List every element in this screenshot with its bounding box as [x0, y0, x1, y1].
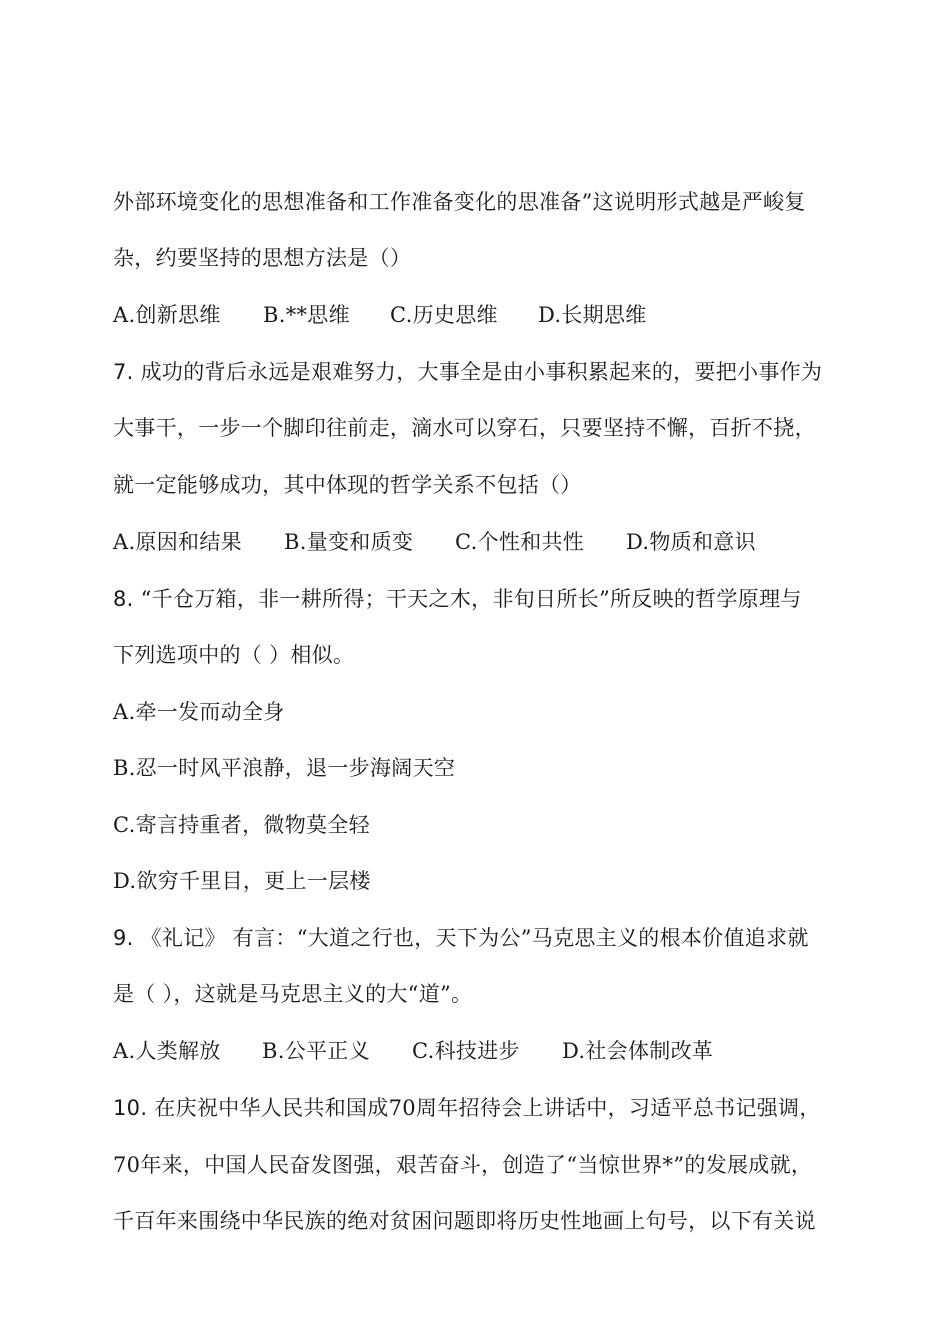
question-6-line-2: 杂，约要坚持的思想方法是（）: [113, 246, 412, 270]
question-9-options: [113, 1037, 713, 1065]
question-9-text: 《礼记》 有言：“大道之行也，天下为公”马克思主义的根本价值追求就: [140, 926, 809, 950]
question-9-option-c: C.科技进步: [412, 1039, 520, 1063]
question-10-line-3: 千百年来围绕中华民族的绝对贫困问题即将历史性地画上句号，以下有关说: [113, 1209, 816, 1233]
question-7-option-a: A.原因和结果: [113, 530, 242, 554]
question-9-number: 9.: [113, 926, 134, 950]
question-9-line-1: [113, 924, 809, 952]
question-7-options: [113, 528, 756, 556]
question-10-line-2: 70年来，中国人民奋发图强，艰苦奋斗，创造了“当惊世界*”的发展成就，: [113, 1153, 813, 1177]
question-6-option-c: C.历史思维: [390, 303, 498, 327]
question-9-option-a: A.人类解放: [113, 1039, 221, 1063]
question-7-option-d: D.物质和意识: [626, 530, 756, 554]
question-8-option-b: B.忍一时风平浪静，退一步海阔天空: [113, 756, 456, 780]
question-8-number: 8.: [113, 587, 134, 611]
question-7-line-2: 大事干，一步一个脚印往前走，滴水可以穿石，只要坚持不懈，百折不挠，: [113, 416, 816, 440]
question-6-line-1: 外部环境变化的思想准备和工作准备变化的思准备”这说明形式越是严峻复: [113, 190, 806, 214]
question-9-line-2: 是（ ），这就是马克思主义的大“道”。: [113, 982, 473, 1006]
question-7-number: 7.: [113, 360, 134, 384]
question-7-option-b: B.量变和质变: [284, 530, 414, 554]
question-6-option-b: B.**思维: [263, 303, 350, 327]
question-7-line-1: [113, 358, 822, 386]
question-6-option-d: D.长期思维: [538, 303, 647, 327]
question-8-option-a: A.牵一发而动全身: [113, 700, 285, 724]
question-10-text: 在庆祝中华人民共和国成70周年招待会上讲话中，习适平总书记强调，: [154, 1096, 821, 1120]
question-8-option-c: C.寄言持重者，微物莫全轻: [113, 813, 370, 837]
question-9-option-b: B.公平正义: [262, 1039, 370, 1063]
question-7-text: 成功的背后永远是艰难努力，大事全是由小事积累起来的，要把小事作为: [140, 360, 823, 384]
question-6-option-a: A.创新思维: [113, 303, 221, 327]
question-9-option-d: D.社会体制改革: [562, 1039, 714, 1063]
question-8-line-1: [113, 585, 802, 613]
question-10-number: 10.: [113, 1096, 148, 1120]
question-10-line-1: [113, 1094, 821, 1122]
question-6-options: [113, 301, 647, 329]
question-7-option-c: C.个性和共性: [455, 530, 585, 554]
question-7-line-3: 就一定能够成功，其中体现的哲学关系不包括（）: [113, 473, 582, 497]
question-8-option-d: D.欲穷千里目，更上一层楼: [113, 869, 371, 893]
question-8-text: “千仓万箱，非一耕所得；干天之木，非旬日所长”所反映的哲学原理与: [140, 587, 802, 611]
question-8-line-2: 下列选项中的（ ）相似。: [113, 643, 355, 667]
